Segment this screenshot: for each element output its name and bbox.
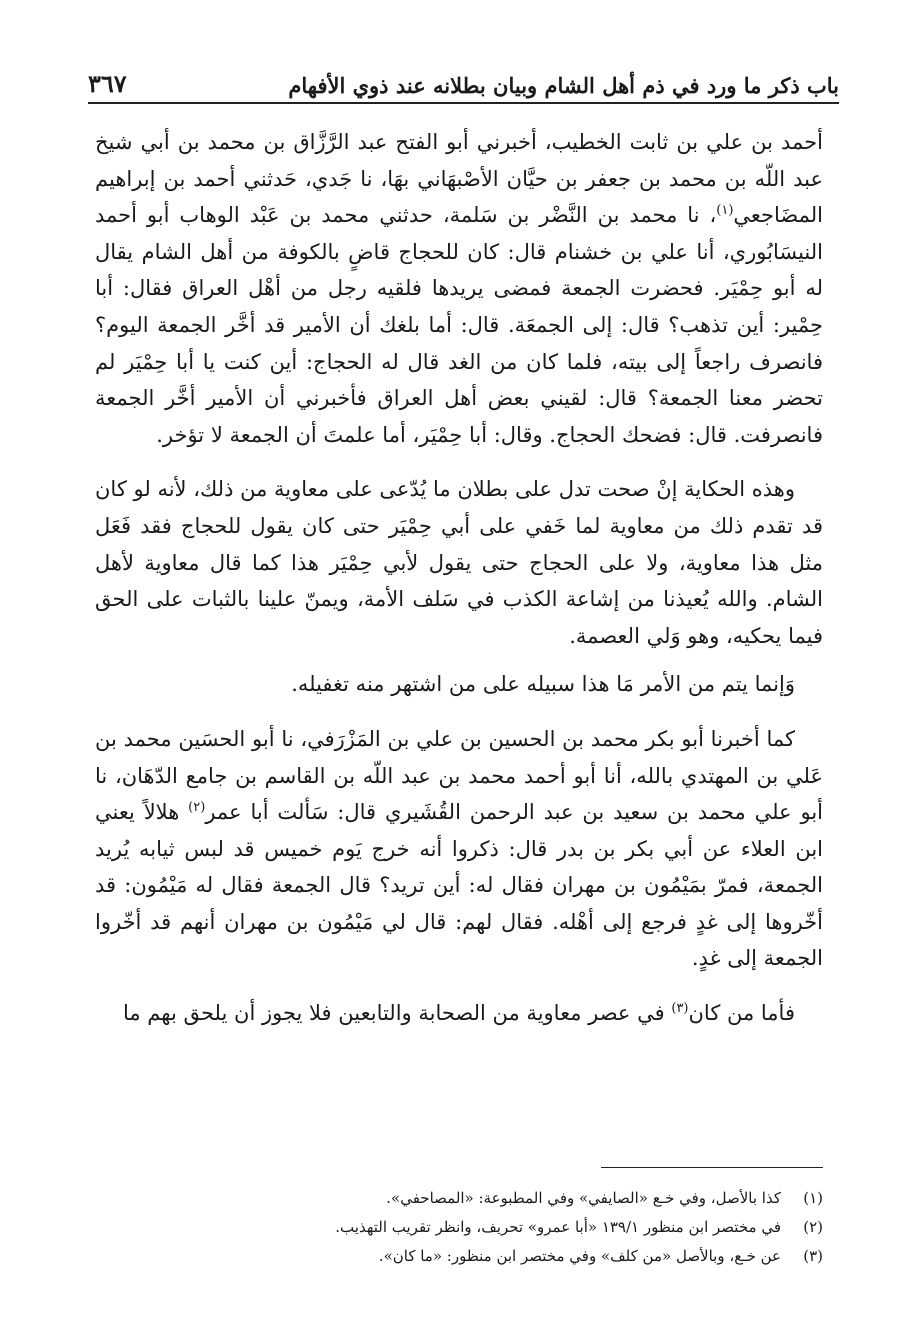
paragraph-4-text-a: كما أخبرنا أبو بكر محمد بن الحسين بن علي بن المَزْرَفي، نا أبو الحسَين محمد بن عَلي بن المهتدي بالله، أنا أبو أحمد محمد بن عبد اللّه بن القاسم بن جامع الدّهَان، نا أبو علي محمد بن سعيد بن عبد الرحمن القُشَيري قال: سَألت أبا عمر (95, 726, 823, 825)
footnote-text: في مختصر ابن منظور ١٣٩/١ «أبا عمرو» تحريف، وانظر تقريب التهذيب. (335, 1218, 781, 1236)
footnote-ref-3: (٣) (671, 1001, 689, 1017)
paragraph-3: وَإنما يتم من الأمر مَا هذا سبيله على من اشتهر منه تغفيله. (291, 672, 795, 697)
footnotes (100, 1184, 823, 1271)
paragraph-4 (95, 721, 823, 977)
footnote-number: (١) (803, 1189, 823, 1207)
footnote-ref-1: (١) (716, 203, 734, 219)
main-text (95, 124, 823, 1050)
paragraph-5 (95, 995, 823, 1032)
footnote-text: كذا بالأصل، وفي خـع «الصايفي» وفي المطبوعة: «المصاحفي». (386, 1189, 781, 1207)
footnote-number: (٣) (803, 1247, 823, 1265)
header-title: باب ذكر ما ورد في ذم أهل الشام وبيان بطلانه عند ذوي الأفهام (288, 73, 839, 98)
page-number: ٣٦٧ (88, 69, 127, 98)
paragraph-2: وهذه الحكاية إنْ صحت تدل على بطلان ما يُدّعى على معاوية من ذلك، لأنه لو كان قد تقدم ذلك من معاوية لما خَفي على أبي حِمْيَر حتى كان يقول للحجاج فقد فَعَل مثل هذا معاوية، ولا على الحجاج حتى يقول لأبي حِمْيَر هذا كما قال معاوية لأهل الشام. والله يُعيذنا من إشاعة الكذب في سَلف الأمة، ويمنّ علينا بالثبات على الحق فيما يحكيه، وهو وَلي العصمة. (95, 477, 823, 648)
footnote-number: (٢) (803, 1218, 823, 1236)
header-divider (88, 102, 839, 104)
running-header (88, 58, 839, 98)
paragraph-5-text-b: في عصر معاوية من الصحابة والتابعين فلا يجوز أن يلحق بهم ما (122, 1001, 672, 1026)
footnote-3 (100, 1242, 823, 1271)
footnote-1 (100, 1184, 823, 1213)
footnote-divider (601, 1167, 823, 1168)
footnote-text: عن خـع، وبالأصل «من كلف» وفي مختصر ابن منظور: «ما كان». (378, 1247, 781, 1265)
paragraph-4-text-b: هلالاً يعني ابن العلاء عن أبي بكر بن بدر قال: ذكروا أنه خرج يَوم خميس قد لبس ثيابه يُريد الجمعة، فمرّ بمَيْمُون بن مهران فقال له: أين تريد؟ قال الجمعة فقال له مَيْمُون: قد أخّروها إلى غدٍ فرجع إلى أهْله. فقال لهم: قال لي مَيْمُون بن مهران أنهم قد أخّروا الجمعة إلى غدٍ. (95, 800, 823, 971)
footnote-ref-2: (٢) (188, 800, 206, 816)
footnote-2 (100, 1213, 823, 1242)
paragraph-1 (95, 124, 823, 453)
paragraph-5-text-a: فأما من كان (688, 1001, 795, 1026)
paragraph-1-text-b: ، نا محمد بن النَّضْر بن سَلمة، حدثني محمد بن عَبْد الوهاب أبو أحمد النيسَابُوري، أنا علي بن خشنام قال: كان للحجاج قاضٍ بالكوفة من أهل الشام يقال له أبو حِمْيَر. فحضرت الجمعة فمضى يريدها فلقيه رجل من أهْل العراق فقال: أبا حِمْير: أين تذهب؟ قال: إلى الجمعَة. قال: أما بلغك أن الأمير قد أخَّر الجمعة اليوم؟ فانصرف راجعاً إلى بيته، فلما كان من الغد قال له الحجاج: أين كنت يا أبا حِمْيَر لم تحضر معنا الجمعة؟ قال: لقيني بعض أهل العراق فأخبرني أن الأمير أخَّر الجمعة فانصرفت. قال: فضحك الحجاج. وقال: أبا حِمْيَر، أما علمتَ أن الجمعة لا تؤخر. (95, 203, 823, 447)
paragraph-1-text-a: أحمد بن علي بن ثابت الخطيب، أخبرني أبو الفتح عبد الرَّزَّاق بن محمد بن أبي شيخ عبد اللّه بن محمد بن جعفر بن حيَّان الأصْبهَاني بهَا، نا جَدي، حَدثني أحمد بن إبراهيم المضَاجعي (95, 130, 823, 228)
